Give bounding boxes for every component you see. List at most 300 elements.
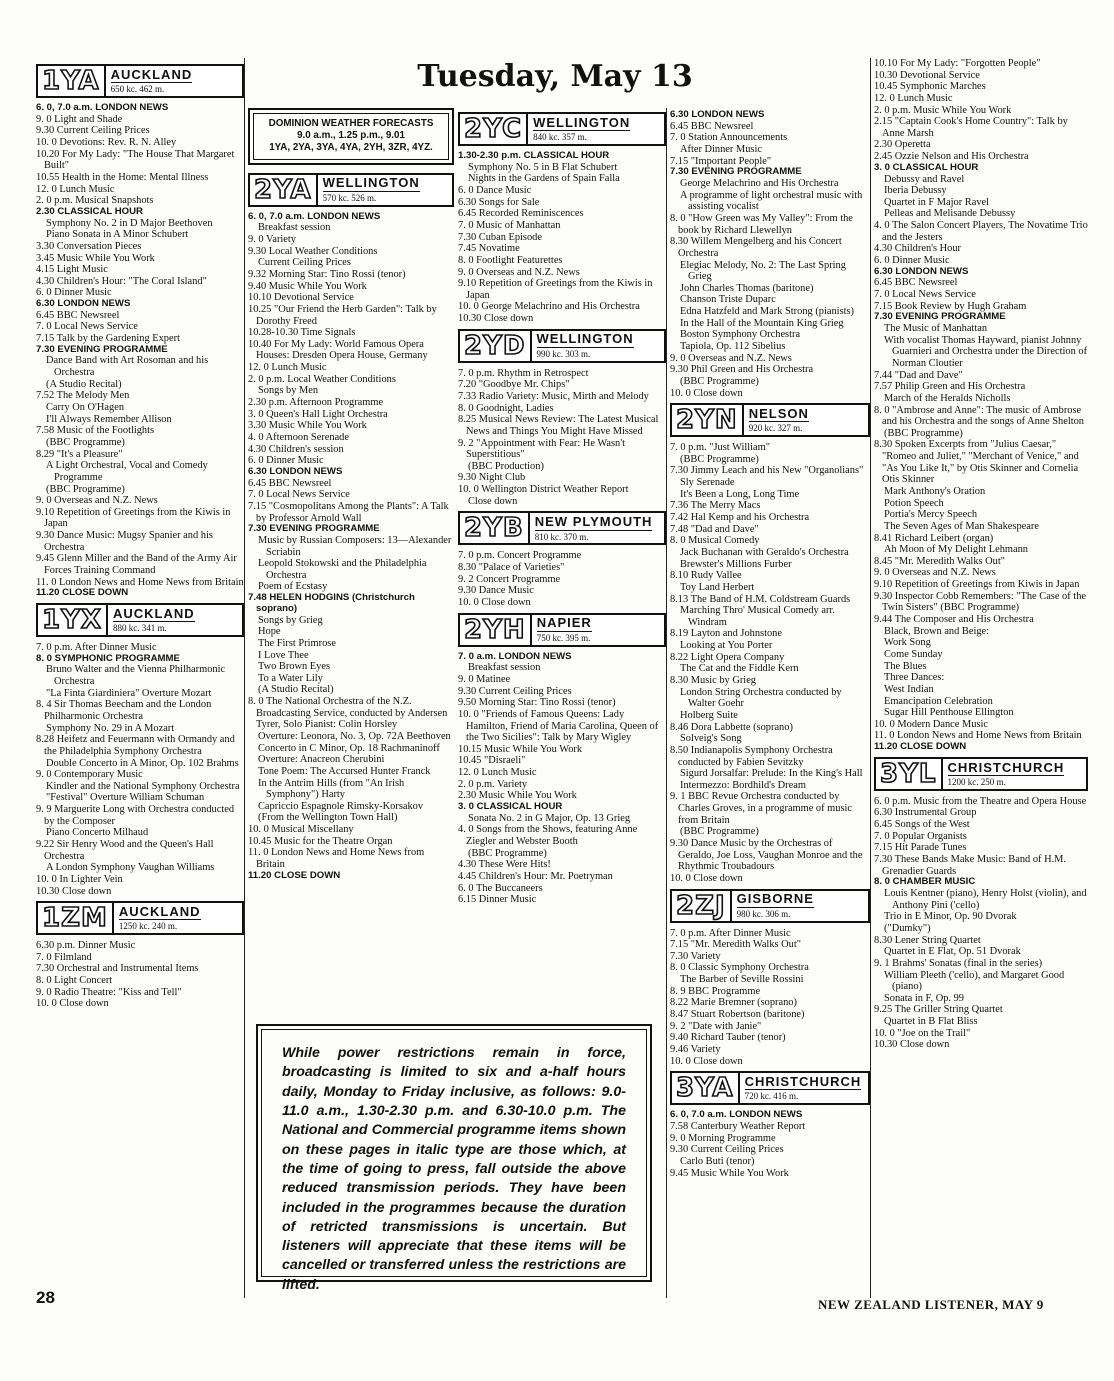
programme-line: 10.30 Close down <box>36 885 112 897</box>
programme-line: To a Water Lily <box>258 672 323 684</box>
programme-line: 6. 0 Dinner Music <box>36 287 112 299</box>
programme-line: 9. 9 Marguerite Long with Orchestra conducted by the Composer <box>36 804 235 827</box>
programme-line: 7.15 "Cosmopolitans Among the Plants": A Talk by Professor Arnold Wall <box>248 500 449 524</box>
programme-line: 8. 0 Classic Symphony Orchestra <box>670 962 809 974</box>
programme-line: 11.20 CLOSE DOWN <box>874 741 967 753</box>
programme-line: 7. 0 Popular Organists <box>874 830 967 842</box>
programme-line: Pelleas and Melisande Debussy <box>884 208 1016 220</box>
programme-line: 7.30 Jimmy Leach and his New "Organolians" <box>670 465 864 477</box>
power-restrictions-notice <box>256 1024 652 1293</box>
programme-line: 10.45 Music for the Theatre Organ <box>248 835 393 847</box>
programme-line: 7.20 "Goodbye Mr. Chips" <box>458 379 570 391</box>
programme-line: 10. 0 Musical Miscellany <box>248 824 354 836</box>
programme-line: Close down <box>468 495 518 507</box>
programme-line: Songs by Grieg <box>258 614 323 626</box>
programme-line: 8.30 "Palace of Varieties" <box>458 562 565 574</box>
weather-forecast-box <box>248 108 454 165</box>
programme-line: Elegiac Melody, No. 2: The Last Spring Grieg <box>680 259 846 283</box>
station-frequency: 990 kc. 303 m. <box>537 347 634 359</box>
programme-line: 8. 9 BBC Programme <box>670 985 761 997</box>
station-frequency: 810 kc. 370 m. <box>535 530 653 542</box>
station-frequency: 840 kc. 357 m. <box>533 130 630 142</box>
page-footer: NEW ZEALAND LISTENER, MAY 9 <box>818 1297 1044 1312</box>
programme-line: Double Concerto in A Minor, Op. 102 Brahms <box>46 757 239 769</box>
programme-line: 8.50 Indianapolis Symphony Orchestra conducted by Fabien Sevitzky <box>670 744 833 768</box>
programme-line: 10. 0 Close down <box>670 872 743 884</box>
programme-line: Hope <box>258 626 281 638</box>
programme-line: 8.29 "It's a Pleasure" <box>36 448 123 460</box>
programme-line: Dance Band with Art Rosoman and his Orchestra <box>46 355 209 379</box>
programme-2yc <box>458 151 666 325</box>
column-rule <box>666 108 667 1298</box>
programme-line: "La Finta Giardiniera" Overture Mozart <box>46 687 212 699</box>
programme-line: 6.30 Songs for Sale <box>458 196 540 208</box>
programme-line: I'll Always Remember Allison <box>46 413 172 425</box>
programme-line: 8.30 Music by Grieg <box>670 675 757 687</box>
programme-line: 9.40 Music While You Work <box>248 280 367 292</box>
programme-line: 10.30 Devotional Service <box>874 69 980 81</box>
programme-line: (A Studio Recital) <box>258 684 334 696</box>
programme-line: 10.20 For My Lady: "The House That Margaret Built" <box>36 148 235 172</box>
programme-line: 1.30-2.30 p.m. CLASSICAL HOUR <box>458 150 610 161</box>
programme-line: 10. 0 Close down <box>670 1055 743 1067</box>
programme-line: 2. 0 p.m. Musical Snapshots <box>36 195 154 207</box>
programme-line: 6. 0, 7.0 a.m. LONDON NEWS <box>36 102 169 113</box>
programme-line: 10. 0 Modern Dance Music <box>874 718 988 730</box>
programme-line: After Dinner Music <box>680 144 762 156</box>
programme-line: 9. 1 Brahms' Sonatas (final in the series) <box>874 957 1043 969</box>
programme-line: 3. 0 CLASSICAL HOUR <box>874 161 979 173</box>
programme-line: 7.15 Book Review by Hugh Graham <box>874 300 1027 312</box>
programme-line: 7.30 EVENING PROGRAMME <box>36 343 168 355</box>
station-logo: 2YB <box>460 513 530 543</box>
programme-line: 6.30 LONDON NEWS <box>874 265 969 277</box>
programme-line: Carry On O'Hagen <box>46 402 125 414</box>
column-4 <box>670 110 870 1179</box>
programme-line: 10. 0 "Friends of Famous Queens: Lady Hamilton, Friend of Maria Carolina, Queen of the Two Sicilies": Talk by Mary Wigley <box>458 708 659 744</box>
programme-line: (From the Wellington Town Hall) <box>258 812 398 824</box>
programme-line: Solveig's Song <box>680 733 742 745</box>
programme-line: Piano Concerto Milhaud <box>46 827 149 839</box>
programme-line: Concerto in C Minor, Op. 18 Rachmaninoff <box>258 742 440 754</box>
programme-line: 10.15 Music While You Work <box>458 743 583 755</box>
programme-line: 7. 0 p.m. After Dinner Music <box>670 927 791 939</box>
notice-text: While power restrictions remain in force, broadcasting is limited to six and a-half hours daily, Monday to Friday inclusive, as follows: 9.0-11.0 a.m., 1.30-2.30 p.m. and 6.30-10.0 p.m. The National and Commercial programme items shown on these pages in italic type are those which, at the time of going to press, fall outside the above reduced transmission periods. They have been included in the programmes because the duration of retricted transmissions is uncertain. But listeners will appreciate that these items will be cancelled or transferred unless the restrictions are lifted. <box>261 1029 647 1277</box>
programme-line: 7.44 "Dad and Dave" <box>874 369 963 381</box>
programme-3yl <box>874 796 1088 1051</box>
programme-line: Breakfast session <box>468 662 541 674</box>
programme-line: 10.25 "Our Friend the Herb Garden": Talk by Dorothy Freed <box>248 303 437 327</box>
programme-line: Mark Anthony's Oration <box>884 485 986 497</box>
programme-line: 7.30 Orchestral and Instrumental Items <box>36 963 199 975</box>
programme-line: 8.28 Heifetz and Feuermann with Ormandy and the Philadelphia Symphony Orchestra <box>36 734 235 757</box>
programme-line: 7.30 EVENING PROGRAMME <box>248 523 380 535</box>
programme-line: 8.41 Richard Leibert (organ) <box>874 532 994 544</box>
programme-2yb <box>458 550 666 608</box>
programme-2yh <box>458 652 666 906</box>
programme-line: A London Symphony Vaughan Williams <box>46 862 215 874</box>
programme-line: 2.30 CLASSICAL HOUR <box>36 205 143 217</box>
column-3 <box>458 108 666 906</box>
programme-line: In the Antrim Hills (from "An Irish Symphony") Harty <box>258 777 405 801</box>
station-frequency: 1200 kc. 250 m. <box>948 775 1065 787</box>
station-frequency: 1250 kc. 240 m. <box>119 919 201 931</box>
programme-line: 2. 0 p.m. Variety <box>458 778 528 790</box>
programme-line: 9. 0 Variety <box>248 234 296 246</box>
programme-line: (BBC Programme) <box>46 436 125 448</box>
programme-line: 10.10 Devotional Service <box>248 292 354 304</box>
programme-line: 6.30 LONDON NEWS <box>670 109 765 120</box>
programme-line: Symphony No. 5 in B Flat Schubert <box>468 161 618 173</box>
programme-line: 9. 1 BBC Revue Orchestra conducted by Charles Groves, in a programme of music from Britain <box>670 791 852 826</box>
programme-line: 4.30 Children's session <box>248 443 344 455</box>
programme-line: Sly Serenade <box>680 477 735 489</box>
programme-line: Capriccio Espagnole Rimsky-Korsakov <box>258 800 424 812</box>
programme-2ya <box>248 212 454 882</box>
programme-line: 9. 2 "Appointment with Fear: He Wasn't Superstitious" <box>458 437 625 461</box>
programme-line: 9.45 Music While You Work <box>670 1167 789 1179</box>
programme-2zj <box>670 928 870 1068</box>
programme-line: 8.22 Light Opera Company <box>670 651 785 663</box>
station-logo: 1ZM <box>38 903 114 933</box>
programme-line: 7.45 Novatime <box>458 243 520 255</box>
programme-line: 8. 0 "Ambrose and Anne": The music of Ambrose and his Orchestra and the songs of Anne Shelton <box>874 404 1085 428</box>
programme-line: 12. 0 Lunch Music <box>36 183 115 195</box>
programme-line: Nights in the Gardens of Spain Falla <box>468 173 620 185</box>
programme-line: 9.10 Repetition of Greetings from Kiwis in Japan <box>874 579 1080 591</box>
programme-1yx <box>36 642 244 897</box>
programme-line: 3. 0 Queen's Hall Light Orchestra <box>248 408 388 420</box>
programme-3ya-continued <box>874 58 1088 753</box>
station-logo: 2ZJ <box>672 891 732 921</box>
programme-line: 8.30 Spoken Excerpts from "Julius Caesar," "Romeo and Juliet," "Merchant of Venice," and "As You Like It," by Otis Skinner and Cornelia Otis Skinner <box>874 439 1079 486</box>
programme-line: 12. 0 Lunch Music <box>248 362 327 374</box>
programme-line: 9. 0 Overseas and N.Z. News <box>458 266 580 278</box>
programme-line: 7.30 EVENING PROGRAMME <box>874 311 1006 323</box>
programme-line: Ah Moon of My Delight Lehmann <box>884 544 1029 556</box>
programme-line: 10.45 Symphonic Marches <box>874 81 986 93</box>
programme-line: 7. 0 a.m. LONDON NEWS <box>458 650 572 662</box>
programme-line: 9. 0 Contemporary Music <box>36 769 143 781</box>
programme-line: William Pleeth ('cello), and Margaret Good (piano) <box>884 969 1065 993</box>
programme-line: 8.30 Willem Mengelberg and his Concert Orchestra <box>670 236 842 259</box>
station-city: CHRISTCHURCH <box>744 1073 862 1089</box>
programme-line: The Music of Manhattan <box>884 323 988 335</box>
programme-line: 8. 0 The National Orchestra of the N.Z. Broadcasting Service, conducted by Andersen Tyrer, Solo Pianist: Colin Horsley <box>248 696 448 731</box>
programme-line: 2.15 "Captain Cook's Home Country": Talk by Anne Marsh <box>874 116 1068 139</box>
station-header-1zm <box>36 901 244 935</box>
programme-line: Portia's Mercy Speech <box>884 509 978 521</box>
programme-line: 6.15 Dinner Music <box>458 894 537 906</box>
programme-line: 10. 0 Close down <box>36 998 109 1010</box>
column-rule <box>244 58 245 1298</box>
programme-line: Tapiola, Op. 112 Sibelius <box>680 341 786 352</box>
programme-line: 4. 0 The Salon Concert Players, The Novatime Trio and the Jesters <box>874 220 1088 243</box>
station-header-2ya <box>248 173 454 207</box>
programme-line: Current Ceiling Prices <box>258 257 351 269</box>
programme-line: 7.57 Philip Green and His Orchestra <box>874 381 1026 393</box>
programme-line: 7.30 These Bands Make Music: Band of H.M. Grenadier Guards <box>874 854 1067 877</box>
programme-line: 10. 0 George Melachrino and His Orchestra <box>458 301 640 313</box>
station-frequency: 570 kc. 526 m. <box>323 191 420 203</box>
column-2 <box>248 108 454 881</box>
programme-line: 4.15 Light Music <box>36 264 108 276</box>
programme-line: 9. 0 Light and Shade <box>36 113 123 125</box>
station-city: NELSON <box>748 405 809 421</box>
programme-line: The Cat and the Fiddle Kern <box>680 663 799 675</box>
programme-line: 7.58 Music of the Footlights <box>36 425 155 437</box>
column-1 <box>36 60 244 1010</box>
programme-line: Iberia Debussy <box>884 185 947 197</box>
programme-line: 11.20 CLOSE DOWN <box>36 587 129 599</box>
programme-line: 9.46 Variety <box>670 1043 721 1055</box>
programme-line: 9. 0 Matinee <box>458 673 511 685</box>
programme-line: Leopold Stokowski and the Philadelphia Orchestra <box>258 558 427 581</box>
programme-line: (BBC Production) <box>468 460 544 472</box>
programme-line: Toy Land Herbert <box>680 581 755 593</box>
programme-2yn <box>670 442 870 884</box>
programme-line: 7. 0 p.m. Concert Programme <box>458 550 582 562</box>
programme-line: 4.30 Children's Hour <box>874 243 962 255</box>
programme-line: 8. 0 Goodnight, Ladies <box>458 402 554 414</box>
programme-line: (BBC Programme) <box>680 375 759 387</box>
programme-line: 9.25 The Griller String Quartet <box>874 1004 1003 1016</box>
programme-line: Intermezzo: Bordhild's Dream <box>680 779 806 791</box>
programme-line: Potion Speech <box>884 497 944 509</box>
programme-line: It's Been a Long, Long Time <box>680 488 800 500</box>
programme-line: 6.45 BBC Newsreel <box>670 120 754 132</box>
programme-line: 7. 0 Local News Service <box>248 489 350 501</box>
station-city: AUCKLAND <box>118 903 201 919</box>
programme-line: 8.10 Rudy Vallee <box>670 570 742 582</box>
programme-line: Boston Symphony Orchestra <box>680 329 801 341</box>
programme-line: Symphony No. 2 in D Major Beethoven <box>46 217 213 229</box>
station-header-2yh <box>458 613 666 647</box>
programme-line: 8.46 Dora Labbette (soprano) <box>670 721 793 733</box>
programme-line: 10. 0 Wellington District Weather Report <box>458 484 629 496</box>
programme-line: 9. 0 Overseas and N.Z. News <box>36 495 158 507</box>
programme-line: I Love Thee <box>258 649 309 661</box>
programme-line: 8. 0 CHAMBER MUSIC <box>874 876 976 888</box>
programme-line: 7. 0 Filmland <box>36 951 92 963</box>
programme-line: 10.55 Health in the Home: Mental Illness <box>36 171 209 183</box>
station-header-3yl <box>874 757 1088 791</box>
programme-line: Quartet in B Flat Bliss <box>884 1016 978 1028</box>
station-city: GISBORNE <box>736 891 814 907</box>
programme-line: 7.15 "Important People" <box>670 155 772 167</box>
programme-line: A programme of light orchestral music with assisting vocalist <box>680 189 863 213</box>
station-frequency: 750 kc. 395 m. <box>536 632 591 643</box>
programme-line: 8.19 Layton and Johnstone <box>670 628 782 640</box>
programme-line: 4. 0 Songs from the Shows, featuring Anne Ziegler and Webster Booth <box>458 824 638 848</box>
programme-line: 9.30 Dance Music <box>458 585 534 597</box>
programme-line: (A Studio Recital) <box>46 378 122 390</box>
programme-line: ("Dumky") <box>884 922 931 934</box>
programme-line: 10.10 For My Lady: "Forgotten People" <box>874 58 1041 69</box>
programme-line: 8.22 Marie Bremner (soprano) <box>670 997 797 1009</box>
programme-line: 4.30 These Were Hits! <box>458 859 551 871</box>
programme-line: (BBC Programme) <box>680 826 759 838</box>
programme-line: 9. 0 Overseas and N.Z. News <box>874 567 996 579</box>
programme-line: 6. 0 The Buccaneers <box>458 882 543 894</box>
programme-line: Poem of Ecstasy <box>258 581 328 593</box>
column-5 <box>874 58 1088 1051</box>
programme-line: 3. 0 CLASSICAL HOUR <box>458 801 563 813</box>
programme-line: 7.36 The Merry Macs <box>670 500 761 512</box>
programme-line: Sonata No. 2 in G Major, Op. 13 Grieg <box>468 812 631 824</box>
programme-line: Emancipation Celebration <box>884 695 993 707</box>
station-header-2yd <box>458 329 666 363</box>
programme-line: 7. 0 p.m. After Dinner Music <box>36 642 157 654</box>
station-city: AUCKLAND <box>112 605 195 621</box>
programme-line: 11. 0 London News and Home News from Britain <box>248 847 425 871</box>
programme-line: 9.30 Local Weather Conditions <box>248 245 378 257</box>
programme-line: Black, Brown and Beige: <box>884 625 990 637</box>
column-rule <box>870 58 871 1298</box>
programme-line: Bruno Walter and the Vienna Philharmonic Orchestra <box>46 664 226 688</box>
forecast-times: 9.0 a.m., 1.25 p.m., 9.01 <box>297 130 405 142</box>
programme-line: 7. 0 Music of Manhattan <box>458 219 561 231</box>
programme-line: 9.30 Inspector Cobb Remembers: "The Case of the Twin Sisters" (BBC Programme) <box>874 590 1087 614</box>
programme-line: Edna Hatzfeld and Mark Strong (pianists) <box>680 306 854 318</box>
programme-line: Overture: Leonora, No. 3, Op. 72A Beethoven <box>258 731 451 742</box>
programme-line: 9.30 Night Club <box>458 472 526 484</box>
programme-line: 6. 0 Dance Music <box>458 185 532 197</box>
programme-line: 10.30 Close down <box>874 1039 950 1051</box>
programme-line: 11.20 CLOSE DOWN <box>248 869 341 881</box>
programme-line: 7.15 Hit Parade Tunes <box>874 842 967 854</box>
programme-line: 3.45 Music While You Work <box>36 252 155 264</box>
programme-line: 9.45 Glenn Miller and the Band of the Army Air Forces Training Command <box>36 553 237 576</box>
programme-line: 7.15 "Mr. Meredith Walks Out" <box>670 939 801 951</box>
station-frequency: 650 kc. 462 m. <box>111 82 193 94</box>
programme-line: 7. 0 p.m. Rhythm in Retrospect <box>458 367 589 379</box>
station-logo: 2YD <box>460 331 532 361</box>
programme-line: 9. 0 Overseas and N.Z. News <box>670 352 792 364</box>
programme-line: 7.33 Radio Variety: Music, Mirth and Melody <box>458 390 649 402</box>
programme-line: 6.30 LONDON NEWS <box>36 298 131 310</box>
station-header-2yc <box>458 112 666 146</box>
programme-line: Breakfast session <box>258 222 331 234</box>
programme-line: 7.48 "Dad and Dave" <box>670 523 759 535</box>
programme-line: 6. 0 Dinner Music <box>874 254 950 266</box>
forecast-title: DOMINION WEATHER FORECASTS <box>268 118 434 129</box>
programme-line: 7.42 Hal Kemp and his Orchestra <box>670 512 810 524</box>
programme-line: In the Hall of the Mountain King Grieg <box>680 317 844 329</box>
programme-line: (BBC Programme) <box>884 427 963 439</box>
programme-line: With vocalist Thomas Hayward, pianist Johnny Guarnieri and Orchestra under the Direction of Norman Cloutier <box>884 334 1088 369</box>
programme-line: 3.30 Conversation Pieces <box>36 240 142 252</box>
programme-line: Quartet in E Flat, Op. 51 Dvorak <box>884 946 1021 958</box>
programme-line: 10.45 "Disraeli" <box>458 755 526 767</box>
programme-line: 9. 0 Radio Theatre: "Kiss and Tell" <box>36 986 182 998</box>
station-header-1ya <box>36 64 244 98</box>
programme-line: 6.45 BBC Newsreel <box>248 477 332 489</box>
programme-line: 6.45 Recorded Reminiscences <box>458 208 584 220</box>
programme-line: 10. 0 Close down <box>670 387 743 399</box>
programme-line: 7.48 HELEN HODGINS (Christchurch soprano) <box>248 592 415 614</box>
programme-line: 9. 2 "Date with Janie" <box>670 1020 762 1032</box>
programme-line: Piano Sonata in A Minor Schubert <box>46 229 189 241</box>
programme-line: Sugar Hill Penthouse Ellington <box>884 707 1014 719</box>
programme-line: 7.52 The Melody Men <box>36 390 130 402</box>
programme-line: 9.22 Sir Henry Wood and the Queen's Hall Orchestra <box>36 839 214 862</box>
programme-line: 10. 0 Close down <box>458 596 531 608</box>
station-logo: 2YH <box>460 615 532 645</box>
station-logo: 1YA <box>38 66 106 96</box>
station-logo: 3YA <box>672 1073 740 1103</box>
programme-line: Sonata in F, Op. 99 <box>884 992 964 1004</box>
programme-line: 10.28-10.30 Time Signals <box>248 327 356 339</box>
station-header-2zj <box>670 889 870 923</box>
programme-line: 4. 0 Afternoon Serenade <box>248 431 349 443</box>
programme-line: Come Sunday <box>884 648 943 660</box>
programme-line: 4.30 Children's Hour: "The Coral Island" <box>36 275 207 287</box>
forecast-stations: 1YA, 2YA, 3YA, 4YA, 2YH, 3ZR, 4YZ. <box>269 142 433 154</box>
programme-line: 9.10 Repetition of Greetings from the Kiwis in Japan <box>458 278 653 301</box>
programme-line: 7. 0 Station Announcements <box>670 132 788 144</box>
programme-line: A Light Orchestral, Vocal and Comedy Programme <box>46 460 208 483</box>
programme-line: 9.40 Richard Tauber (tenor) <box>670 1032 786 1044</box>
programme-line: 12. 0 Lunch Music <box>874 92 953 104</box>
programme-line: 6.45 BBC Newsreel <box>874 277 958 289</box>
programme-line: "Festival" Overture William Schuman <box>46 792 205 804</box>
station-city: NEW PLYMOUTH <box>534 514 653 530</box>
programme-line: 9.30 Current Ceiling Prices <box>458 685 572 697</box>
programme-line: 9.30 Dance Music: Mugsy Spanier and his Orchestra <box>36 530 213 553</box>
station-logo: 1YX <box>38 605 108 635</box>
page-title: Tuesday, May 13 <box>417 59 693 94</box>
programme-line: 7. 0 p.m. "Just William" <box>670 442 770 454</box>
programme-line: (BBC Programme) <box>680 453 759 465</box>
programme-line: 9.32 Morning Star: Tino Rossi (tenor) <box>248 269 406 280</box>
programme-1zm <box>36 940 244 1010</box>
programme-line: 10.40 For My Lady: World Famous Opera Houses: Dresden Opera House, Germany <box>248 338 428 362</box>
station-header-1yx <box>36 603 244 637</box>
programme-line: 9.30 Current Ceiling Prices <box>670 1144 784 1156</box>
programme-line: George Melachrino and His Orchestra <box>680 178 839 190</box>
station-city: NAPIER <box>536 615 592 631</box>
station-frequency: 720 kc. 416 m. <box>745 1089 862 1101</box>
programme-line: Two Brown Eyes <box>258 661 330 673</box>
programme-line: 7.30 Cuban Episode <box>458 231 542 243</box>
station-header-2yn <box>670 403 870 437</box>
programme-line: 8. 0 Footlight Featurettes <box>458 254 563 266</box>
station-city: AUCKLAND <box>110 66 193 82</box>
programme-line: 8. 0 SYMPHONIC PROGRAMME <box>36 652 180 664</box>
station-logo: 3YL <box>876 759 943 789</box>
programme-line: 6. 0, 7.0 a.m. LONDON NEWS <box>248 210 381 222</box>
programme-line: Tone Poem: The Accursed Hunter Franck <box>258 765 431 777</box>
station-logo: 2YN <box>672 405 744 435</box>
programme-line: 6.45 BBC Newsreel <box>36 309 120 321</box>
programme-line: Louis Kentner (piano), Henry Holst (violin), and Anthony Pini ('cello) <box>884 888 1087 911</box>
programme-line: 9.30 Dance Music by the Orchestras of Geraldo, Joe Loss, Vaughan Monroe and the Rhythmic Troubadours <box>670 837 863 873</box>
programme-line: 10. 0 "Joe on the Trail" <box>874 1027 971 1039</box>
programme-line: Overture: Anacreon Cherubini <box>258 754 385 766</box>
programme-line: Carlo Buti (tenor) <box>680 1155 755 1167</box>
programme-line: Music by Russian Composers: 13—Alexander Scriabin <box>258 534 452 558</box>
programme-line: 7.58 Canterbury Weather Report <box>670 1120 806 1132</box>
station-frequency: 980 kc. 306 m. <box>737 907 814 919</box>
programme-line: Jack Buchanan with Geraldo's Orchestra <box>680 546 849 558</box>
station-city: WELLINGTON <box>322 175 420 191</box>
programme-line: The Barber of Seville Rossini <box>680 974 804 986</box>
programme-line: 4.45 Children's Hour: Mr. Poetryman <box>458 870 613 882</box>
programme-line: West Indian <box>884 683 934 695</box>
programme-line: 6. 0 p.m. Music from the Theatre and Opera House <box>874 795 1087 807</box>
programme-line: 8. 0 "How Green was My Valley": From the book by Richard Llewellyn <box>670 212 853 236</box>
